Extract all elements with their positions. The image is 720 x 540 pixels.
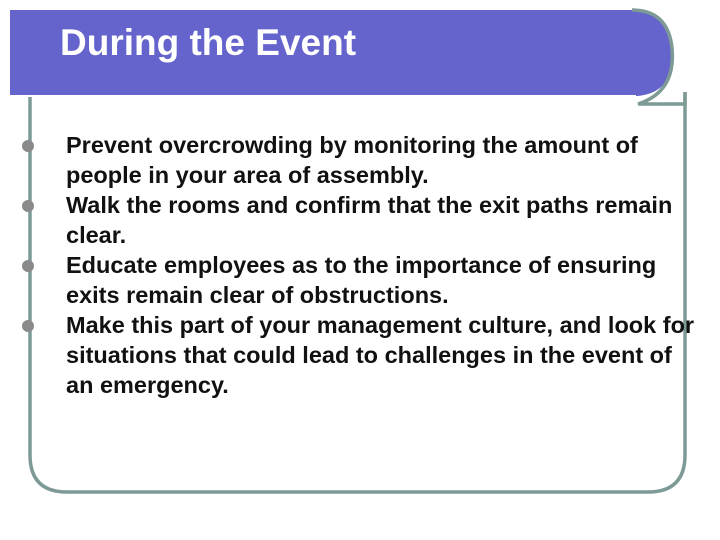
bullet-dot-icon (22, 260, 34, 272)
slide-title: During the Event (60, 22, 357, 63)
bullet-item (22, 310, 702, 400)
bullet-item (22, 250, 702, 310)
bullet-item (22, 130, 702, 190)
bullet-dot-icon (22, 200, 34, 212)
bullet-text: Walk the rooms and confirm that the exit paths remain clear. (66, 192, 673, 248)
bullet-list (22, 130, 702, 400)
bullet-item (22, 190, 702, 250)
bullet-text: Prevent overcrowding by monitoring the amount of people in your area of assembly. (66, 132, 638, 188)
bullet-dot-icon (22, 140, 34, 152)
bullet-text: Educate employees as to the importance of ensuring exits remain clear of obstructions. (66, 252, 657, 308)
bullet-dot-icon (22, 320, 34, 332)
bullet-text: Make this part of your management culture, and look for situations that could lead to challenges in the event of an emergency. (66, 312, 695, 398)
